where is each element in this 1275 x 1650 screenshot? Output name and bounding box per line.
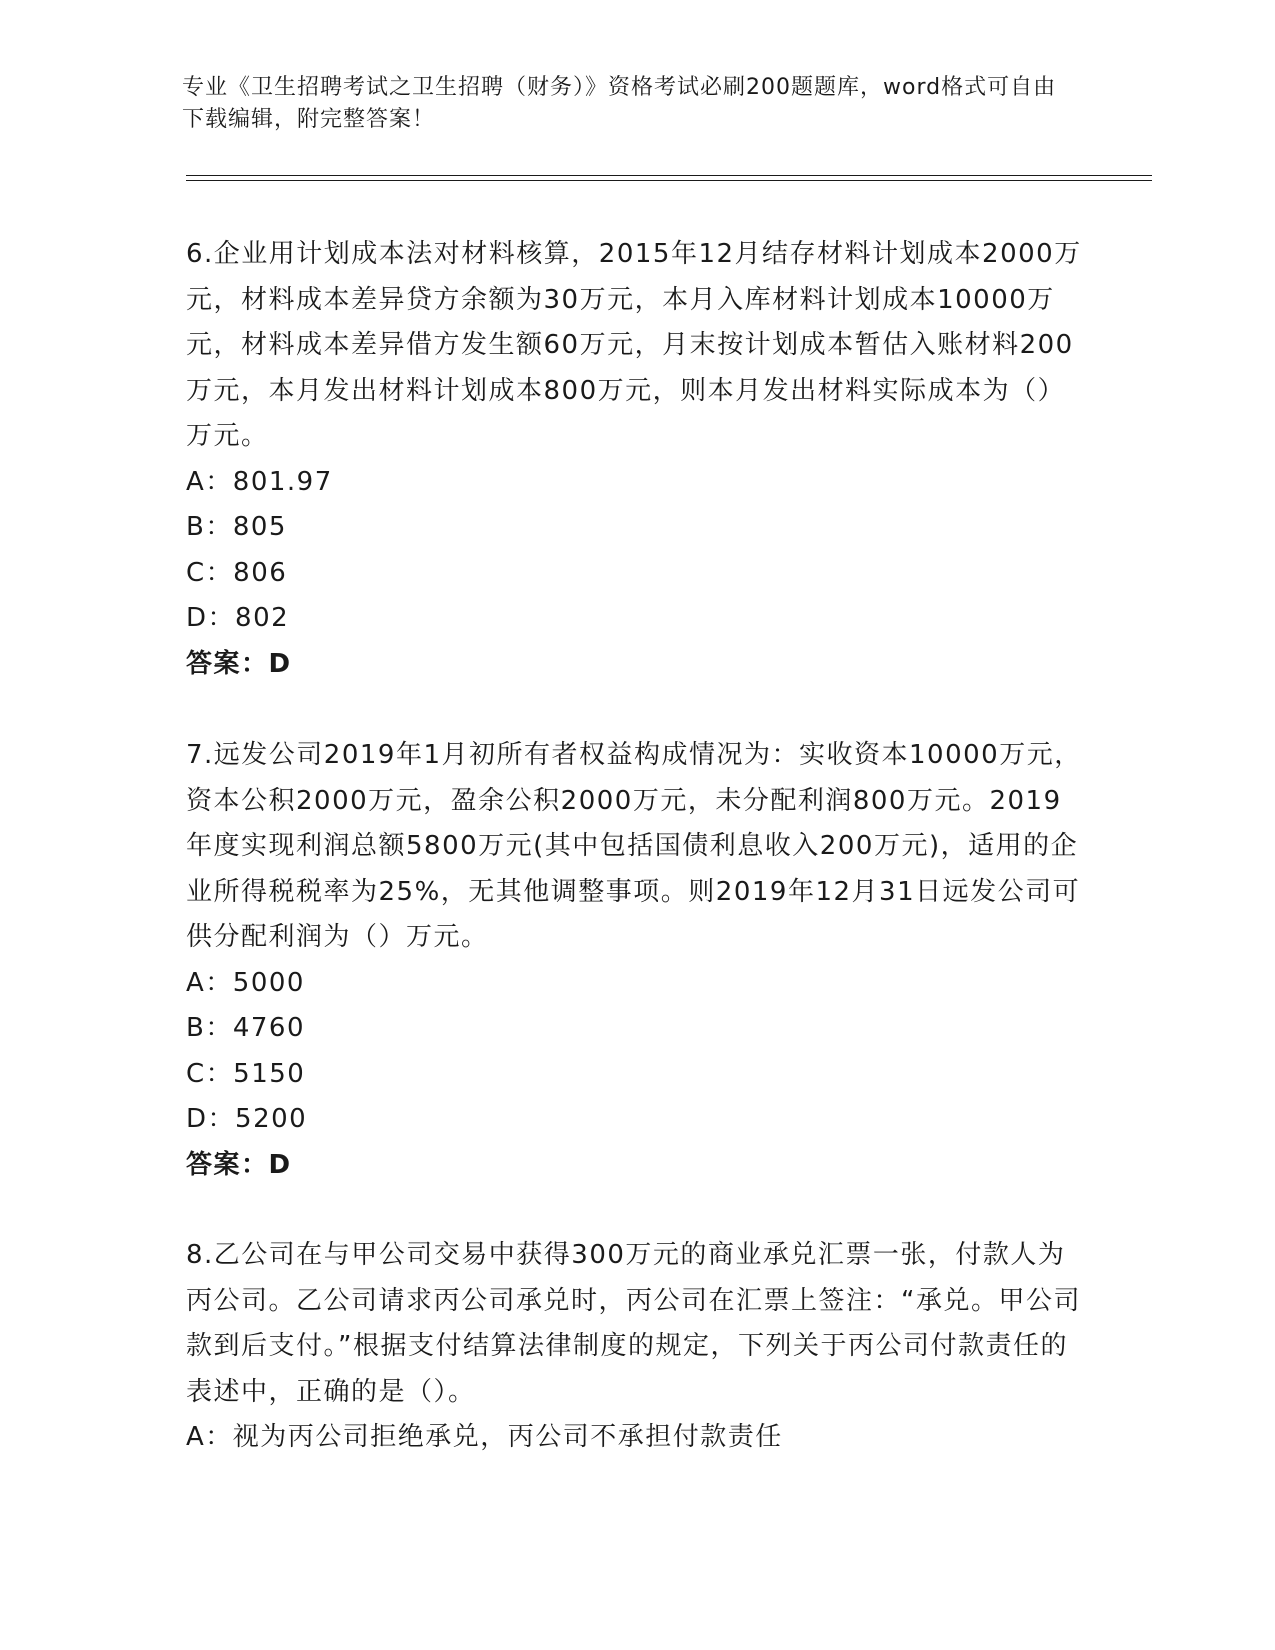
question-stem: 8.乙公司在与甲公司交易中获得300万元的商业承兑汇票一张，付款人为丙公司。乙公司请求丙公司承兑时，丙公司在汇票上签注：“承兑。甲公司款到后支付。”根据支付结算法律制度的规定，下列关于丙公司付款责任的表述中，正确的是（）。 — [186, 1240, 1081, 1407]
option-b: B：4760 — [186, 1013, 306, 1043]
option-d: D：802 — [186, 603, 290, 633]
option-a: A：801.97 — [186, 466, 333, 497]
option-c: C：5150 — [186, 1058, 306, 1089]
option-a: A：5000 — [186, 967, 305, 998]
question-stem: 6.企业用计划成本法对材料核算，2015年12月结存材料计划成本2000万元，材料成本差异贷方余额为30万元，本月入库材料计划成本10000万元，材料成本差异借方发生额60万元，月末按计划成本暂估入账材料200万元，本月发出材料计划成本800万元，则本月发出材料实际成本为（）万元。 — [186, 239, 1082, 451]
header-divider-bottom — [186, 180, 1152, 181]
header-divider-top — [186, 175, 1152, 176]
option-a: A：视为丙公司拒绝承兑，丙公司不承担付款责任 — [186, 1422, 783, 1452]
question-8 — [186, 1233, 1086, 1461]
answer: 答案：D — [186, 648, 292, 679]
question-6 — [186, 232, 1086, 687]
question-7 — [186, 733, 1086, 1188]
question-stem: 7.远发公司2019年1月初所有者权益构成情况为：实收资本10000万元，资本公积2000万元，盈余公积2000万元，未分配利润800万元。2019年度实现利润总额5800万元(其中包括国债利息收入200万元)，适用的企业所得税税率为25%，无其他调整事项。则2019年12月31日远发公司可供分配利润为（）万元。 — [186, 740, 1082, 952]
document-header: 专业《卫生招聘考试之卫生招聘（财务）》资格考试必刷200题题库，word格式可自由下载编辑，附完整答案！ — [182, 75, 1057, 132]
option-d: D：5200 — [186, 1104, 308, 1134]
answer: 答案：D — [186, 1149, 292, 1180]
option-c: C：806 — [186, 557, 288, 588]
option-b: B：805 — [186, 512, 287, 542]
